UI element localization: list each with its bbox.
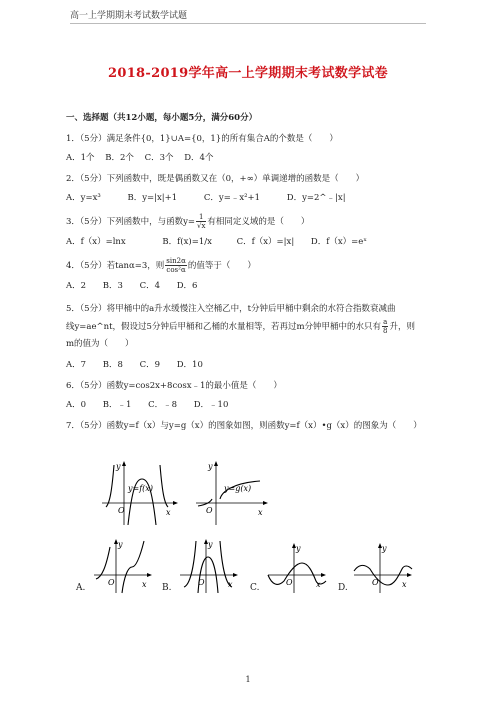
svg-text:O: O xyxy=(118,506,125,515)
graph-option-c xyxy=(266,541,328,595)
question-4-options xyxy=(66,280,438,293)
option: C．3个 xyxy=(144,153,174,163)
exam-title: 2018-2019学年高一上学期期末考试数学试卷 xyxy=(108,66,388,81)
question-5: 5．（5分）将甲桶中的a升水缓慢注入空桶乙中，t分钟后甲桶中剩余的水符合指数衰减曲 线y=ae^nt，假设过5分钟后甲桶和乙桶的水量相等，若再过m分钟甲桶中的水只有 $\frac{a}{8}$ 升，则 m的值为（ ） xyxy=(66,304,415,349)
question-5-options xyxy=(66,359,438,372)
graph-option-b xyxy=(178,537,240,595)
option: A．f（x）=lnx xyxy=(66,237,126,247)
question-2-options xyxy=(66,192,438,205)
option: D．y=2^﹣|x| xyxy=(286,193,346,203)
option-c-label: C. xyxy=(250,583,260,593)
svg-text:x: x xyxy=(402,580,407,589)
svg-text:x: x xyxy=(316,580,321,589)
graph-gx xyxy=(194,459,270,527)
option: A．7 xyxy=(66,360,87,370)
svg-text:O: O xyxy=(286,578,293,587)
option: A．y=x³ xyxy=(66,193,101,203)
question-6-options xyxy=(66,399,438,412)
question-1: 1．（5分）满足条件{0，1}∪A={0，1}的所有集合A的个数是（ ） xyxy=(66,134,338,144)
option-b-label: B. xyxy=(162,583,172,593)
svg-text:x: x xyxy=(258,508,263,517)
header-rule xyxy=(70,23,426,24)
svg-text:y: y xyxy=(382,544,387,553)
svg-text:y: y xyxy=(118,540,123,549)
option: C．9 xyxy=(139,360,161,370)
svg-text:O: O xyxy=(206,506,213,515)
question-4: 4．（5分）若tanα=3，则 $\frac{\sin 2\alpha}{\text{cos²α}}$ 的值等于（ ） xyxy=(66,257,256,274)
option: B．y=|x|+1 xyxy=(127,193,178,203)
question-7: 7．（5分）函数y=f（x）与y=g（x）的图象如图，则函数y=f（x）•g（x）的图象为（ ） xyxy=(66,421,422,431)
question-1-options xyxy=(66,152,438,165)
option: C．y=﹣x²+1 xyxy=(203,193,261,203)
option: B．f(x)=1/x xyxy=(162,237,212,247)
option: B．8 xyxy=(102,360,123,370)
option: D．10 xyxy=(176,360,203,370)
fraction: $\frac{1}{√x}$ xyxy=(197,213,206,230)
svg-text:O: O xyxy=(198,578,205,587)
section-heading: 一、选择题（共12小题，每小题5分，满分60分） xyxy=(66,113,258,123)
option: A．0 xyxy=(66,400,87,410)
option: B．﹣1 xyxy=(102,400,132,410)
option: C．4 xyxy=(139,281,161,291)
option: B．3 xyxy=(102,281,123,291)
fraction: $\frac{\sin 2\alpha}{\text{cos²α}}$ xyxy=(166,257,186,274)
graph-option-a xyxy=(92,537,154,595)
page-number: 1 xyxy=(245,675,251,684)
option-a-label: A. xyxy=(76,583,86,593)
option: D．4个 xyxy=(184,153,214,163)
question-3-options xyxy=(66,236,438,249)
option: D．f（x）=eˣ xyxy=(310,237,367,247)
question-6: 6．（5分）函数y=cos2x+8cosx﹣1的最小值是（ ） xyxy=(66,381,282,391)
option: A．1个 xyxy=(66,153,95,163)
graph-fx-label: y=f(x) xyxy=(128,484,153,493)
svg-text:O: O xyxy=(108,578,115,587)
question-7-graphs xyxy=(76,459,416,599)
option: A．2 xyxy=(66,281,87,291)
svg-text:x: x xyxy=(228,580,233,589)
svg-text:x: x xyxy=(166,508,171,517)
svg-text:y: y xyxy=(208,540,213,549)
option: C．﹣8 xyxy=(148,400,178,410)
option: C．f（x）=|x| xyxy=(236,237,295,247)
graph-gx-label: y=g(x) xyxy=(224,484,252,493)
graph-fx xyxy=(100,459,180,527)
svg-text:y: y xyxy=(208,462,213,471)
page-header: 高一上学期期末考试数学试题 xyxy=(70,11,188,21)
option-d-label: D. xyxy=(338,583,348,593)
option: D．6 xyxy=(176,281,198,291)
svg-text:O: O xyxy=(372,578,379,587)
svg-text:y: y xyxy=(296,544,301,553)
question-2: 2．（5分）下列函数中，既是偶函数又在（0，+∞）单调递增的函数是（ ） xyxy=(66,174,365,184)
svg-text:y: y xyxy=(116,462,121,471)
graph-option-d xyxy=(352,541,414,595)
option: D．﹣10 xyxy=(193,400,229,410)
question-content xyxy=(66,112,438,439)
option: B．2个 xyxy=(105,153,134,163)
svg-text:x: x xyxy=(142,580,147,589)
fraction: $\frac{a}{8}$ xyxy=(383,318,388,335)
question-3: 3．（5分）下列函数中，与函数y= $\frac{1}{√x}$ 有相同定义域的是（ ） xyxy=(66,213,310,230)
